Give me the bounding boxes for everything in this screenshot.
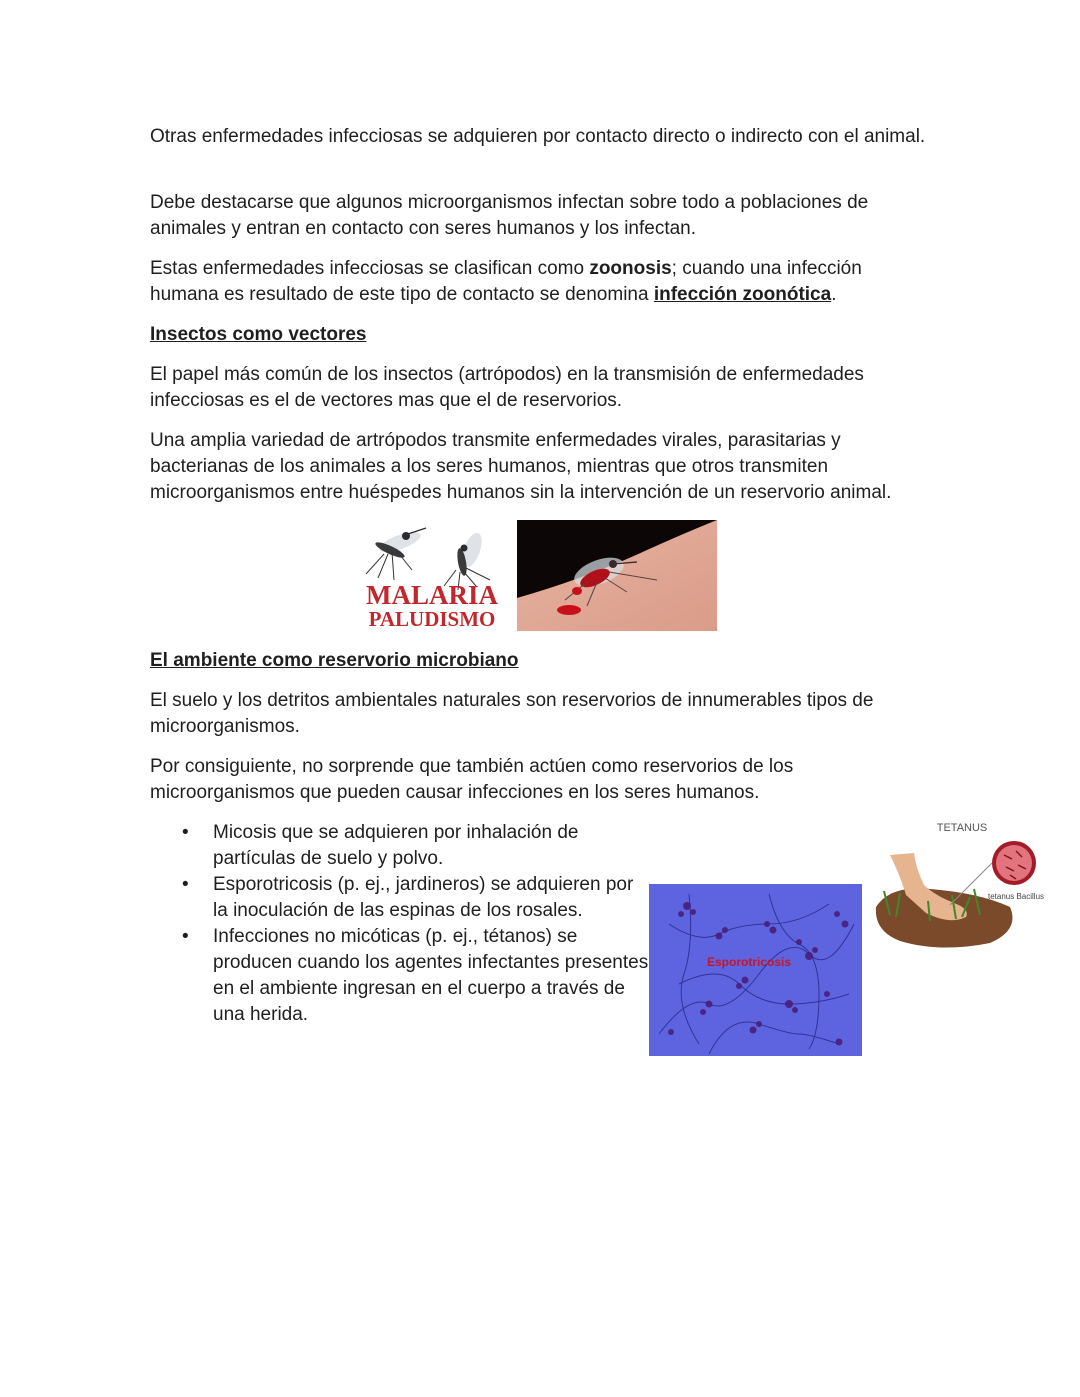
list-item <box>150 872 650 924</box>
tetanus-illustration <box>870 815 1050 955</box>
paragraph-insects-role: El papel más común de los insectos (artrópodos) en la transmisión de enfermedades infecciosas es el de vectores mas que el de reservorios. <box>150 364 864 411</box>
paragraph-consequently: Por consiguiente, no sorprende que también actúen como reservorios de los microorganismos que pueden causar infecciones en los seres humanos. <box>150 756 794 803</box>
bullet-icon: • <box>182 822 189 843</box>
paragraph-soil-detritus: El suelo y los detritos ambientales naturales son reservorios de innumerables tipos de microorganismos. <box>150 690 874 737</box>
paragraph-arthropods: Una amplia variedad de artrópodos transmite enfermedades virales, parasitarias y bacterianas de los animales a los seres humanos, mientras que otros transmiten microorganismos entre huéspedes humanos sin la intervención de un reservorio animal. <box>150 430 892 503</box>
sporotrichosis-micrograph <box>649 884 862 1056</box>
mosquito-bite-photo <box>517 520 717 631</box>
keyword-zoonotic-infection: infección zoonótica <box>653 284 832 305</box>
mosquito-icon <box>360 520 508 632</box>
tetanus-bacillus-label: tetanus Bacillus <box>987 892 1045 901</box>
heading-environment-reservoir: El ambiente como reservorio microbiano <box>150 650 519 671</box>
list-item-text: Infecciones no micóticas (p. ej., tétanos) se producen cuando los agentes infectantes presentes en el ambiente ingresan en el cuerpo a través de una herida. <box>213 926 649 1025</box>
paludismo-label: PALUDISMO <box>368 607 496 631</box>
tetanus-title: TETANUS <box>936 822 988 834</box>
paragraph-zoonosis-text-e: . <box>831 284 837 305</box>
bullet-icon: • <box>182 874 189 895</box>
bullet-list <box>150 820 650 1028</box>
keyword-zoonosis: zoonosis <box>589 258 672 279</box>
paragraph-zoonosis-text-a: Estas enfermedades infecciosas se clasifican como <box>150 258 590 279</box>
malaria-label: MALARIA <box>366 580 498 610</box>
paragraph-direct-contact: Otras enfermedades infecciosas se adquieren por contacto directo o indirecto con el animal. <box>150 126 926 147</box>
malaria-image <box>360 520 508 632</box>
list-item <box>150 924 650 1028</box>
list-item-text: Esporotricosis (p. ej., jardineros) se adquieren por la inoculación de las espinas de los rosales. <box>213 874 634 921</box>
list-item-text: Micosis que se adquieren por inhalación de partículas de suelo y polvo. <box>213 822 579 869</box>
paragraph-animal-populations: Debe destacarse que algunos microorganismos infectan sobre todo a poblaciones de animales y entran en contacto con seres humanos y los infectan. <box>150 192 869 239</box>
list-item <box>150 820 650 872</box>
sporotrichosis-label: Esporotricosis <box>706 955 792 969</box>
heading-insects-vectors: Insectos como vectores <box>150 324 367 345</box>
paragraph-zoonosis <box>150 256 930 308</box>
paragraph-zoonosis-text-c: ; cuando una infección humana es resultado de este tipo de contacto se denomina <box>150 258 862 305</box>
bullet-icon: • <box>182 926 189 947</box>
